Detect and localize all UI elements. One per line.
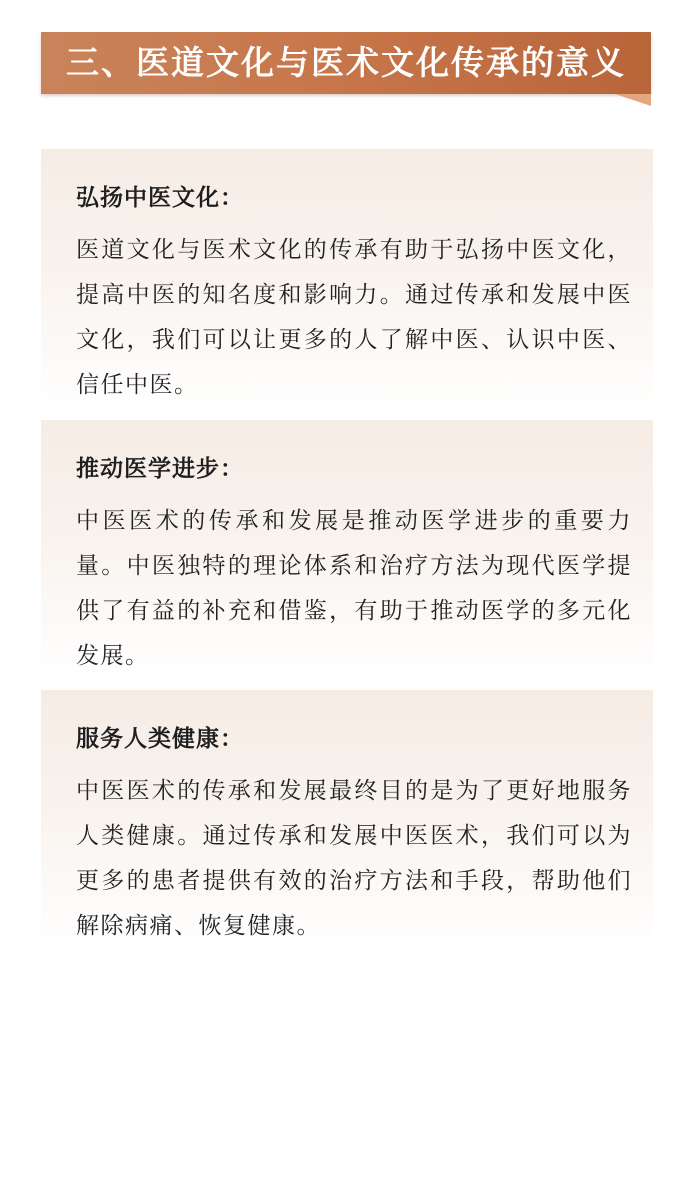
section-card-human-health: [41, 690, 653, 952]
section-header-banner: [41, 32, 651, 108]
section-title: 三、医道文化与医术文化传承的意义: [66, 43, 626, 82]
section-card-medical-progress: [41, 420, 653, 682]
section-card-promote-culture: [41, 149, 653, 413]
banner-fold-decoration: [615, 94, 651, 106]
card-heading: 推动医学进步：: [76, 456, 244, 482]
card-body-text: 中医医术的传承和发展最终目的是为了更好地服务人类健康。通过传承和发展中医医术，我们可以为更多的患者提供有效的治疗方法和手段，帮助他们解除病痛、恢复健康。: [76, 778, 632, 939]
card-heading: 弘扬中医文化：: [76, 185, 244, 211]
card-body-text: 医道文化与医术文化的传承有助于弘扬中医文化，提高中医的知名度和影响力。通过传承和发展中医文化，我们可以让更多的人了解中医、认识中医、信任中医。: [76, 237, 632, 398]
card-heading: 服务人类健康：: [76, 726, 244, 752]
card-body-text: 中医医术的传承和发展是推动医学进步的重要力量。中医独特的理论体系和治疗方法为现代医学提供了有益的补充和借鉴，有助于推动医学的多元化发展。: [76, 508, 632, 669]
